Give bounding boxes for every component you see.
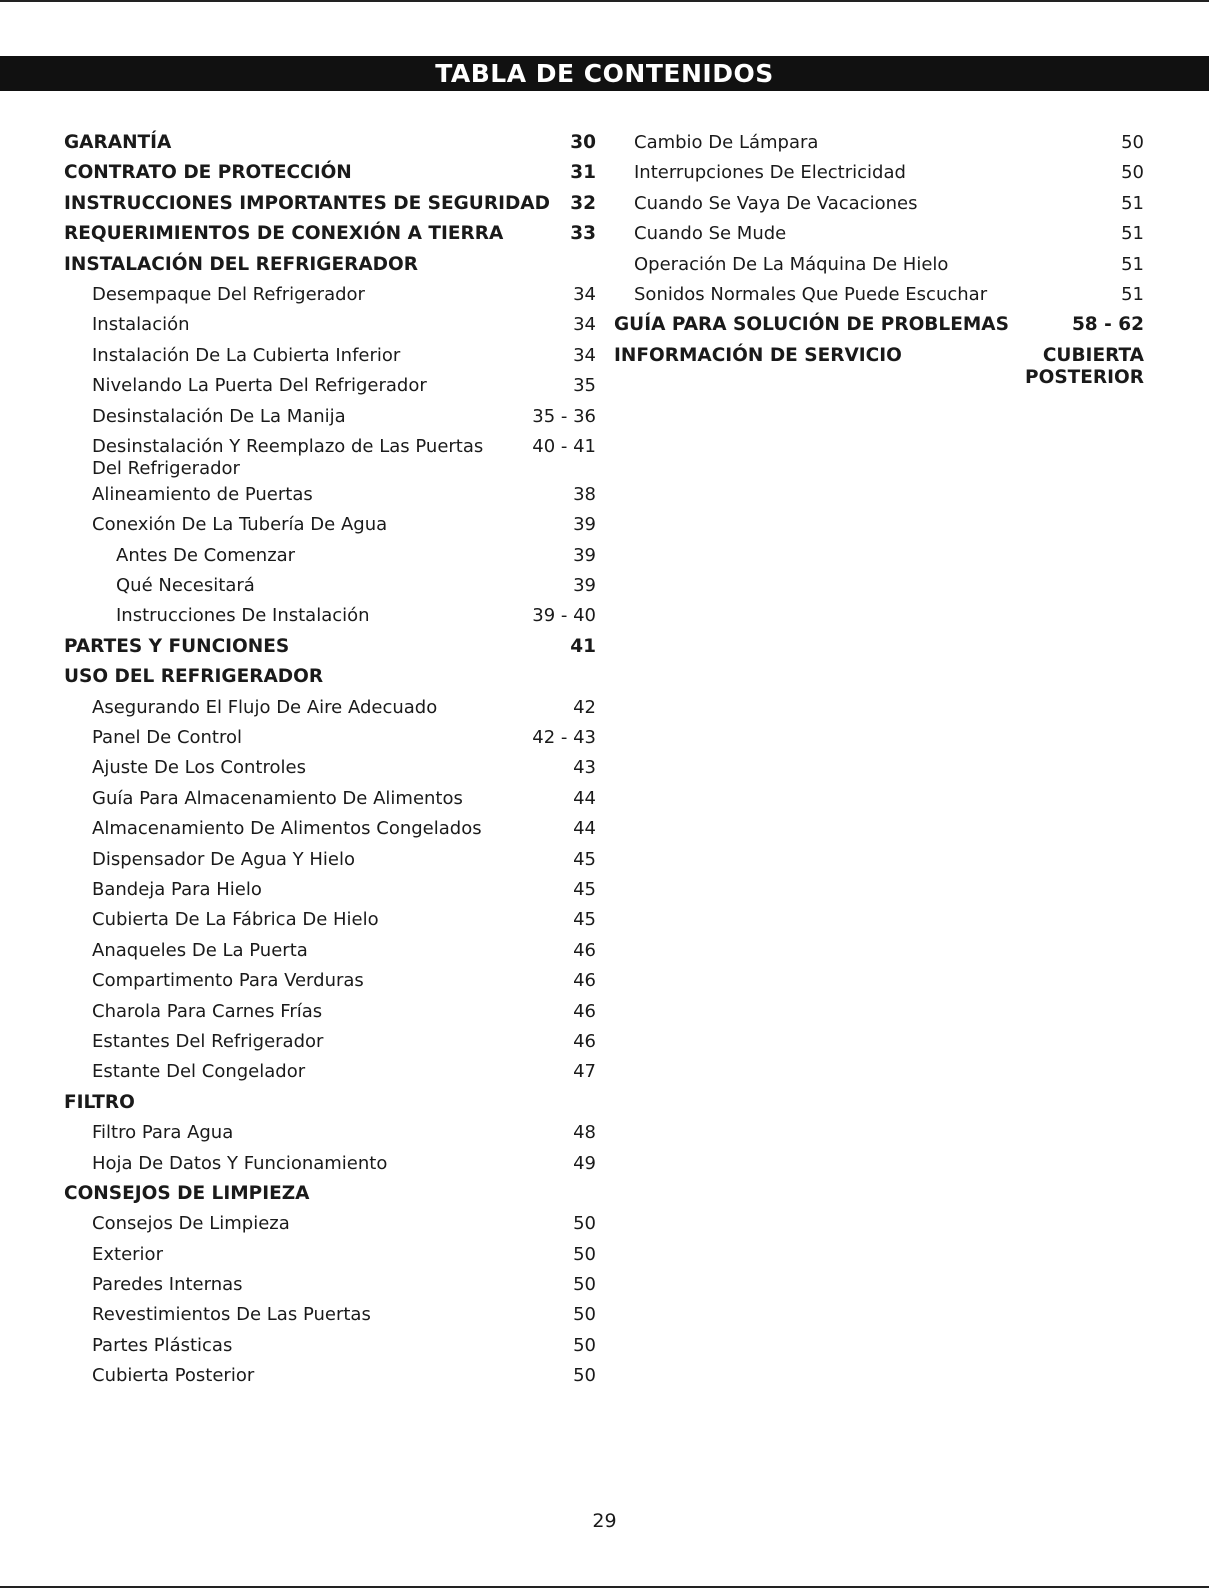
toc-entry-page: 46 (573, 1000, 596, 1022)
toc-entry-page: 41 (570, 635, 596, 657)
toc-entry-page: 51 (1121, 253, 1144, 275)
toc-entry-page: 58 - 62 (1071, 314, 1144, 336)
toc-entry-label: Desinstalación De La Manija (92, 405, 346, 427)
toc-entry (64, 432, 596, 480)
toc-entry-page: 50 (573, 1365, 596, 1387)
toc-entry-label: Estante Del Congelador (92, 1061, 306, 1083)
toc-entry-label: Sonidos Normales Que Puede Escuchar (634, 283, 988, 305)
toc-entry-label: Almacenamiento De Alimentos Congelados (92, 818, 482, 840)
toc-entry (64, 1118, 596, 1148)
toc-section-heading (64, 158, 596, 188)
toc-entry-page: 50 (573, 1274, 596, 1296)
toc-entry-label: Partes Plásticas (92, 1334, 233, 1356)
toc-entry-label: Cuando Se Mude (634, 223, 787, 245)
toc-entry-page: 51 (1121, 192, 1144, 214)
toc-entry-page: 35 - 36 (532, 405, 596, 427)
page-number: 29 (592, 1510, 617, 1532)
toc-entry-page: 46 (573, 970, 596, 992)
toc-entry (64, 1270, 596, 1300)
toc-entry-page: 50 (573, 1213, 596, 1235)
toc-entry-label: Paredes Internas (92, 1274, 243, 1296)
toc-entry-page: 39 - 40 (532, 605, 596, 627)
toc-entry (614, 128, 1144, 158)
toc-entry-label: CONTRATO DE PROTECCIÓN (64, 162, 352, 184)
toc-entry-page: 50 (573, 1243, 596, 1265)
toc-entry-page: 40 - 41 (532, 435, 596, 457)
toc-entry-label: Alineamiento de Puertas (92, 483, 313, 505)
toc-entry (64, 814, 596, 844)
toc-entry-label: Instalación De La Cubierta Inferior (92, 344, 401, 366)
toc-entry (64, 1240, 596, 1270)
toc-entry-page: 50 (1121, 162, 1144, 184)
toc-entry-label: REQUERIMIENTOS DE CONEXIÓN A TIERRA (64, 223, 504, 245)
toc-entry-page: 47 (573, 1061, 596, 1083)
top-border-rule (0, 0, 1209, 2)
toc-entry-page: 34 (573, 314, 596, 336)
toc-entry-label: Consejos De Limpieza (92, 1213, 290, 1235)
toc-left-column (64, 128, 596, 1392)
toc-entry-page: 49 (573, 1152, 596, 1174)
toc-entry (64, 341, 596, 371)
toc-entry-label: Estantes Del Refrigerador (92, 1030, 324, 1052)
toc-entry-label: INSTALACIÓN DEL REFRIGERADOR (64, 253, 418, 275)
toc-entry-page: 39 (573, 544, 596, 566)
toc-entry-page: 46 (573, 939, 596, 961)
page-title: TABLA DE CONTENIDOS (0, 56, 1209, 91)
toc-entry-label: Hoja De Datos Y Funcionamiento (92, 1152, 388, 1174)
toc-entry (64, 1300, 596, 1330)
toc-section-heading (64, 1088, 596, 1118)
toc-entry (64, 997, 596, 1027)
toc-entry-label: Guía Para Almacenamiento De Alimentos (92, 787, 463, 809)
toc-entry-label: Antes De Comenzar (116, 544, 296, 566)
toc-entry-label: Conexión De La Tubería De Agua (92, 514, 388, 536)
toc-entry-page: 39 (573, 575, 596, 597)
toc-entry-label: Cubierta Posterior (92, 1365, 255, 1387)
toc-entry-label: Panel De Control (92, 727, 243, 749)
toc-entry-label: Exterior (92, 1243, 163, 1265)
toc-entry (64, 601, 596, 631)
toc-entry-label: Charola Para Carnes Frías (92, 1000, 323, 1022)
toc-entry-page: 50 (573, 1304, 596, 1326)
toc-section-heading (64, 250, 596, 280)
toc-entry (64, 784, 596, 814)
toc-entry (64, 723, 596, 753)
toc-entry (64, 1331, 596, 1361)
toc-entry-label: FILTRO (64, 1091, 135, 1113)
toc-entry-page: 45 (573, 848, 596, 870)
toc-entry-label: INSTRUCCIONES IMPORTANTES DE SEGURIDAD (64, 192, 550, 214)
toc-section-heading (614, 341, 1144, 389)
toc-entry (614, 250, 1144, 280)
toc-entry-page: 44 (573, 787, 596, 809)
toc-entry-page: 48 (573, 1122, 596, 1144)
toc-entry (614, 219, 1144, 249)
toc-entry (64, 541, 596, 571)
toc-entry (64, 875, 596, 905)
toc-entry (64, 480, 596, 510)
toc-entry (614, 158, 1144, 188)
toc-entry (64, 1361, 596, 1391)
toc-entry-page: 39 (573, 514, 596, 536)
toc-entry-page: 32 (570, 192, 596, 214)
toc-entry (64, 510, 596, 540)
toc-entry (614, 189, 1144, 219)
toc-right-column (614, 128, 1144, 389)
toc-entry (64, 966, 596, 996)
toc-entry-page: 35 (573, 375, 596, 397)
toc-entry-page: 45 (573, 909, 596, 931)
toc-entry-label: Filtro Para Agua (92, 1122, 234, 1144)
toc-section-heading (614, 310, 1144, 340)
toc-entry (64, 905, 596, 935)
toc-entry-label: Qué Necesitará (116, 575, 255, 597)
toc-entry (64, 1057, 596, 1087)
toc-entry-page: 51 (1121, 223, 1144, 245)
toc-entry-label: PARTES Y FUNCIONES (64, 635, 290, 657)
toc-entry (64, 1149, 596, 1179)
toc-entry-label: Cuando Se Vaya De Vacaciones (634, 192, 918, 214)
toc-entry-label: CONSEJOS DE LIMPIEZA (64, 1182, 310, 1204)
toc-entry (64, 936, 596, 966)
toc-entry (64, 571, 596, 601)
toc-entry-label: Compartimento Para Verduras (92, 970, 364, 992)
toc-entry-label: Dispensador De Agua Y Hielo (92, 848, 356, 870)
toc-entry (64, 1209, 596, 1239)
toc-entry (614, 280, 1144, 310)
toc-entry-label: Nivelando La Puerta Del Refrigerador (92, 375, 427, 397)
toc-entry-label: Ajuste De Los Controles (92, 757, 306, 779)
toc-entry-page: 44 (573, 818, 596, 840)
toc-entry-page: 34 (573, 283, 596, 305)
toc-entry-label: Instrucciones De Instalación (116, 605, 370, 627)
toc-entry-page: 34 (573, 344, 596, 366)
toc-entry-label: Interrupciones De Electricidad (634, 162, 906, 184)
toc-entry-label: GARANTÍA (64, 132, 172, 153)
toc-entry-page: 33 (570, 223, 596, 245)
toc-entry-page: 42 (573, 696, 596, 718)
toc-entry-page: CUBIERTA POSTERIOR (1025, 344, 1144, 388)
toc-entry-label: Cubierta De La Fábrica De Hielo (92, 909, 379, 931)
toc-entry (64, 1027, 596, 1057)
toc-section-heading (64, 128, 596, 158)
toc-entry-page: 31 (570, 162, 596, 184)
toc-entry-page: 50 (1121, 132, 1144, 153)
toc-entry (64, 845, 596, 875)
toc-entry-label: Operación De La Máquina De Hielo (634, 253, 949, 275)
toc-entry-page: 45 (573, 878, 596, 900)
toc-entry (64, 693, 596, 723)
toc-entry (64, 280, 596, 310)
toc-entry (64, 371, 596, 401)
toc-entry-label: Asegurando El Flujo De Aire Adecuado (92, 696, 438, 718)
toc-entry-label: Revestimientos De Las Puertas (92, 1304, 371, 1326)
toc-entry-page: 43 (573, 757, 596, 779)
toc-entry (64, 402, 596, 432)
toc-section-heading (64, 189, 596, 219)
toc-entry-label: Instalación (92, 314, 190, 336)
toc-section-heading (64, 662, 596, 692)
toc-entry-label: GUÍA PARA SOLUCIÓN DE PROBLEMAS (614, 314, 1009, 336)
toc-entry-page: 42 - 43 (532, 727, 596, 749)
toc-entry-page: 46 (573, 1030, 596, 1052)
toc-section-heading (64, 1179, 596, 1209)
toc-entry-label: USO DEL REFRIGERADOR (64, 666, 324, 688)
toc-entry (64, 310, 596, 340)
toc-entry-page: 38 (573, 483, 596, 505)
toc-section-heading (64, 632, 596, 662)
toc-entry-label: Cambio De Lámpara (634, 132, 819, 153)
toc-entry-page: 50 (573, 1334, 596, 1356)
toc-section-heading (64, 219, 596, 249)
toc-entry-page: 51 (1121, 283, 1144, 305)
toc-entry-label: Desempaque Del Refrigerador (92, 283, 365, 305)
toc-entry-label: Anaqueles De La Puerta (92, 939, 308, 961)
toc-entry-label: Desinstalación Y Reemplazo de Las Puertas Del Refrigerador (92, 435, 484, 479)
toc-entry-page: 30 (570, 132, 596, 153)
toc-entry (64, 753, 596, 783)
toc-entry-label: INFORMACIÓN DE SERVICIO (614, 344, 902, 366)
toc-entry-label: Bandeja Para Hielo (92, 878, 262, 900)
